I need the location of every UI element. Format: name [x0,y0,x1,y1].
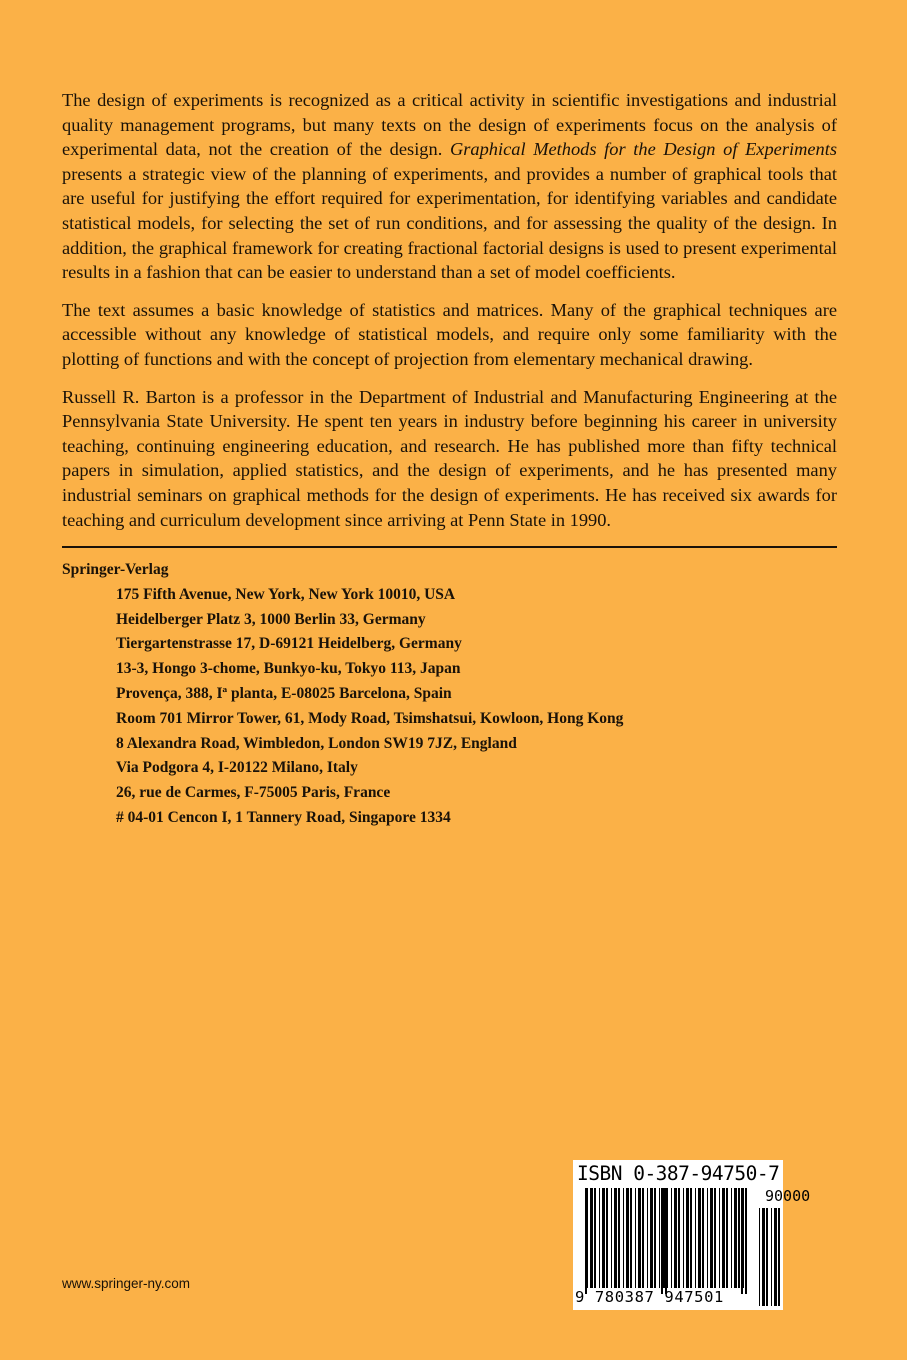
barcode-bar [734,1188,737,1288]
barcode-bar [638,1188,641,1288]
barcode-bar [626,1188,629,1288]
address-item: # 04-01 Cencon I, 1 Tannery Road, Singapore 1334 [116,809,451,827]
description-paragraph-1 [62,88,837,285]
barcode-bar [630,1188,632,1288]
barcode-bar [623,1188,624,1288]
barcode-bar [707,1188,708,1288]
barcode-bar [778,1208,780,1306]
ean-number: 9 780387 947501 [575,1288,724,1306]
barcode-bar [611,1188,612,1288]
barcode-bar [654,1188,656,1288]
barcode-bar [719,1188,720,1288]
isbn-barcode [573,1160,811,1310]
barcode-guard-bar [741,1188,743,1294]
address-item: 13-3, Hongo 3-chome, Bunkyo-ku, Tokyo 113, Japan [116,660,461,678]
barcode-bar [614,1188,617,1288]
publisher-name: Springer-Verlag [62,561,169,579]
barcode-bar [678,1188,680,1288]
barcode-bar [671,1188,672,1288]
barcode-bar [695,1188,696,1288]
address-item: Via Podgora 4, I-20122 Milano, Italy [116,759,358,777]
barcode-bar [594,1188,596,1288]
address-item: 8 Alexandra Road, Wimbledon, London SW19 7JZ, England [116,734,517,752]
barcode-bar [587,1188,588,1288]
address-item: Tiergartenstrasse 17, D-69121 Heidelberg, Germany [116,635,462,653]
barcode-bar [602,1188,605,1288]
barcode-bar [635,1188,636,1288]
isbn-number: ISBN 0-387-94750-7 [577,1162,780,1185]
barcode-bar [762,1208,765,1306]
barcode-bar [659,1188,660,1288]
address-item: 26, rue de Carmes, F-75005 Paris, France [116,784,391,802]
price-code: 90000 [765,1187,811,1205]
barcode-bar [738,1188,740,1288]
barcode-bar [599,1188,600,1288]
barcode-bar [686,1188,689,1288]
barcode-bar [726,1188,728,1288]
barcode-guard-bar [661,1188,663,1294]
barcode-bar [698,1188,701,1288]
barcode-bar [771,1208,772,1306]
address-item: 175 Fifth Avenue, New York, New York 10010, USA [116,585,456,603]
book-title-italic: Graphical Methods for the Design of Experiments [449,139,837,160]
barcode-bar [722,1188,725,1288]
p1-rest: presents a strategic view of the planning of experiments, and provides a number of graphical tools that are useful for justifying the effort required for experimentation, for identifying variables and candidate statistical models, for selecting the set of run conditions, and for assessing the quality of the design. In addition, the graphical framework for creating fractional factorial designs is used to present experimental results in a fashion that can be easier to understand than a set of model coefficients. [62,163,837,283]
p1-intro: The design of experiments is recognized as a critical activity in scientific investigations and industrial quality management programs, but many texts on the design of experiments focus on the analysis of experimental data, not the creation of the design. [62,90,837,160]
barcode-bar [710,1188,713,1288]
barcode-bar [766,1208,768,1306]
barcode-bar [606,1188,608,1288]
barcode-bar [642,1188,644,1288]
barcode-bar [743,1188,744,1288]
section-divider [62,546,837,548]
barcode-bar [731,1188,732,1288]
barcode-bar [683,1188,684,1288]
back-cover-content [62,88,837,831]
barcode-bar [647,1188,648,1288]
barcode-bar [590,1188,593,1288]
barcode-bar [690,1188,692,1288]
address-item: Provença, 388, Iª planta, E-08025 Barcelona, Spain [116,685,452,703]
barcode-bar [702,1188,704,1288]
description-paragraph-2: The text assumes a basic knowledge of statistics and matrices. Many of the graphical techniques are accessible without any knowledge of statistical models, and require only some familiarity with the plotting of functions and with the concept of projection from elementary mechanical drawing. [62,299,837,369]
barcode-bar [774,1208,777,1306]
barcode-guard-bar [745,1188,747,1294]
barcode-bar [674,1188,677,1288]
address-item: Heidelberger Platz 3, 1000 Berlin 33, Germany [116,610,426,628]
barcode-bar [714,1188,716,1288]
publisher-website: www.springer-ny.com [62,1276,191,1291]
address-item: Room 701 Mirror Tower, 61, Mody Road, Tsimshatsui, Kowloon, Hong Kong [116,709,624,727]
barcode-guard-bar [665,1188,667,1294]
author-bio-paragraph: Russell R. Barton is a professor in the Department of Industrial and Manufacturing Engineering at the Pennsylvania State University. He spent ten years in industry before beginning his career in university teaching, continuing engineering education, and research. He has published more than fifty technical papers in simulation, applied statistics, and the design of experiments, and he has presented many industrial seminars on graphical methods for the design of experiments. He has received six awards for teaching and curriculum development since arriving at Penn State in 1990. [62,386,837,530]
barcode-guard-bar [585,1188,587,1294]
barcode-bar [650,1188,653,1288]
publisher-address-list [62,583,837,831]
barcode-bar [618,1188,620,1288]
barcode-bar [759,1208,760,1306]
